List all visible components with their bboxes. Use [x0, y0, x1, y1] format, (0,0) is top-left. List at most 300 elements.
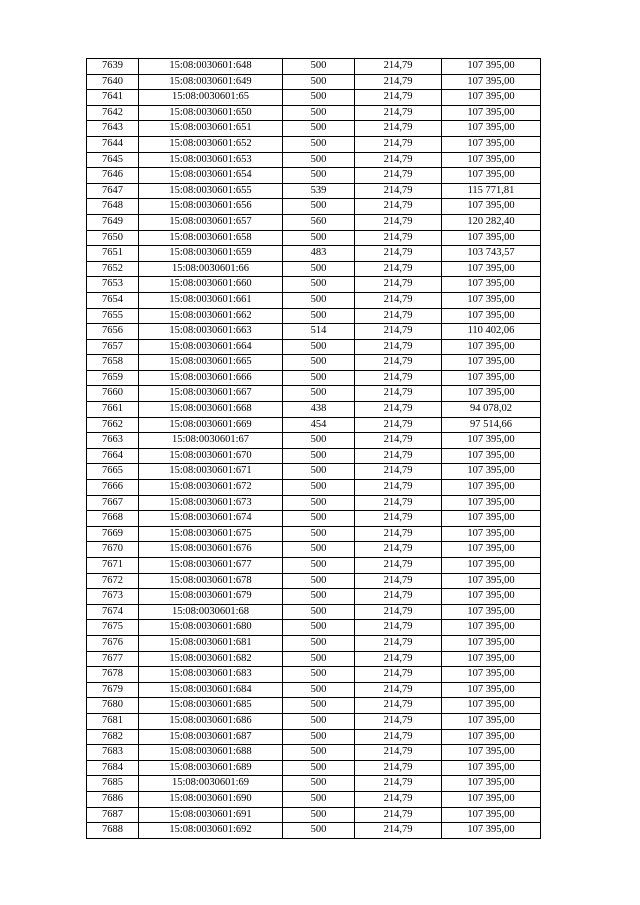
rate-cell: 214,79: [355, 667, 442, 683]
cadastral-number-cell: 15:08:0030601:671: [139, 464, 283, 480]
table-row: [87, 90, 541, 106]
table-row: [87, 480, 541, 496]
table-row: [87, 121, 541, 137]
row-number-cell: 7660: [87, 386, 139, 402]
rate-cell: 214,79: [355, 402, 442, 418]
area-cell: 500: [283, 823, 355, 839]
cadastral-number-cell: 15:08:0030601:688: [139, 745, 283, 761]
area-cell: 500: [283, 199, 355, 215]
row-number-cell: 7640: [87, 74, 139, 90]
rate-cell: 214,79: [355, 807, 442, 823]
area-cell: 500: [283, 230, 355, 246]
table-row: [87, 464, 541, 480]
table-row: [87, 277, 541, 293]
cadastral-number-cell: 15:08:0030601:669: [139, 417, 283, 433]
value-cell: 107 395,00: [442, 558, 541, 574]
rate-cell: 214,79: [355, 635, 442, 651]
area-cell: 500: [283, 589, 355, 605]
rate-cell: 214,79: [355, 558, 442, 574]
cadastral-number-cell: 15:08:0030601:674: [139, 511, 283, 527]
cadastral-number-cell: 15:08:0030601:680: [139, 620, 283, 636]
value-cell: 107 395,00: [442, 433, 541, 449]
value-cell: 107 395,00: [442, 292, 541, 308]
row-number-cell: 7679: [87, 682, 139, 698]
area-cell: 514: [283, 324, 355, 340]
row-number-cell: 7664: [87, 448, 139, 464]
cadastral-number-cell: 15:08:0030601:663: [139, 324, 283, 340]
table-row: [87, 823, 541, 839]
rate-cell: 214,79: [355, 776, 442, 792]
rate-cell: 214,79: [355, 246, 442, 262]
rate-cell: 214,79: [355, 355, 442, 371]
value-cell: 107 395,00: [442, 339, 541, 355]
row-number-cell: 7684: [87, 760, 139, 776]
rate-cell: 214,79: [355, 308, 442, 324]
rate-cell: 214,79: [355, 90, 442, 106]
value-cell: 107 395,00: [442, 651, 541, 667]
table-body: [87, 59, 541, 839]
rate-cell: 214,79: [355, 573, 442, 589]
rate-cell: 214,79: [355, 682, 442, 698]
value-cell: 107 395,00: [442, 448, 541, 464]
area-cell: 500: [283, 277, 355, 293]
value-cell: 107 395,00: [442, 823, 541, 839]
cadastral-number-cell: 15:08:0030601:65: [139, 90, 283, 106]
area-cell: 500: [283, 604, 355, 620]
area-cell: 500: [283, 713, 355, 729]
row-number-cell: 7653: [87, 277, 139, 293]
area-cell: 500: [283, 776, 355, 792]
rate-cell: 214,79: [355, 214, 442, 230]
table-row: [87, 324, 541, 340]
cadastral-number-cell: 15:08:0030601:68: [139, 604, 283, 620]
table-row: [87, 729, 541, 745]
rate-cell: 214,79: [355, 386, 442, 402]
rate-cell: 214,79: [355, 168, 442, 184]
area-cell: 500: [283, 261, 355, 277]
cadastral-number-cell: 15:08:0030601:678: [139, 573, 283, 589]
rate-cell: 214,79: [355, 791, 442, 807]
row-number-cell: 7675: [87, 620, 139, 636]
cadastral-number-cell: 15:08:0030601:682: [139, 651, 283, 667]
cadastral-number-cell: 15:08:0030601:657: [139, 214, 283, 230]
cadastral-number-cell: 15:08:0030601:648: [139, 59, 283, 75]
cadastral-number-cell: 15:08:0030601:67: [139, 433, 283, 449]
rate-cell: 214,79: [355, 59, 442, 75]
rate-cell: 214,79: [355, 480, 442, 496]
rate-cell: 214,79: [355, 74, 442, 90]
value-cell: 107 395,00: [442, 667, 541, 683]
area-cell: 454: [283, 417, 355, 433]
land-plot-table: [86, 58, 541, 839]
table-row: [87, 651, 541, 667]
row-number-cell: 7646: [87, 168, 139, 184]
row-number-cell: 7644: [87, 136, 139, 152]
table-row: [87, 745, 541, 761]
value-cell: 107 395,00: [442, 90, 541, 106]
value-cell: 107 395,00: [442, 370, 541, 386]
value-cell: 107 395,00: [442, 791, 541, 807]
table-row: [87, 417, 541, 433]
rate-cell: 214,79: [355, 324, 442, 340]
value-cell: 107 395,00: [442, 74, 541, 90]
cadastral-number-cell: 15:08:0030601:690: [139, 791, 283, 807]
value-cell: 107 395,00: [442, 682, 541, 698]
area-cell: 500: [283, 542, 355, 558]
row-number-cell: 7681: [87, 713, 139, 729]
row-number-cell: 7669: [87, 526, 139, 542]
area-cell: 483: [283, 246, 355, 262]
table-row: [87, 682, 541, 698]
cadastral-number-cell: 15:08:0030601:665: [139, 355, 283, 371]
area-cell: 438: [283, 402, 355, 418]
table-row: [87, 230, 541, 246]
table-row: [87, 604, 541, 620]
area-cell: 500: [283, 495, 355, 511]
cadastral-number-cell: 15:08:0030601:651: [139, 121, 283, 137]
rate-cell: 214,79: [355, 495, 442, 511]
value-cell: 107 395,00: [442, 495, 541, 511]
cadastral-number-cell: 15:08:0030601:656: [139, 199, 283, 215]
area-cell: 500: [283, 464, 355, 480]
value-cell: 107 395,00: [442, 105, 541, 121]
value-cell: 107 395,00: [442, 152, 541, 168]
value-cell: 107 395,00: [442, 745, 541, 761]
area-cell: 500: [283, 791, 355, 807]
row-number-cell: 7686: [87, 791, 139, 807]
value-cell: 107 395,00: [442, 511, 541, 527]
rate-cell: 214,79: [355, 760, 442, 776]
table-row: [87, 558, 541, 574]
table-row: [87, 339, 541, 355]
rate-cell: 214,79: [355, 542, 442, 558]
value-cell: 107 395,00: [442, 589, 541, 605]
value-cell: 107 395,00: [442, 261, 541, 277]
table-row: [87, 168, 541, 184]
cadastral-number-cell: 15:08:0030601:681: [139, 635, 283, 651]
rate-cell: 214,79: [355, 433, 442, 449]
row-number-cell: 7680: [87, 698, 139, 714]
cadastral-number-cell: 15:08:0030601:650: [139, 105, 283, 121]
table-row: [87, 573, 541, 589]
value-cell: 107 395,00: [442, 620, 541, 636]
row-number-cell: 7685: [87, 776, 139, 792]
cadastral-number-cell: 15:08:0030601:683: [139, 667, 283, 683]
rate-cell: 214,79: [355, 230, 442, 246]
cadastral-number-cell: 15:08:0030601:684: [139, 682, 283, 698]
table-row: [87, 59, 541, 75]
value-cell: 107 395,00: [442, 542, 541, 558]
rate-cell: 214,79: [355, 823, 442, 839]
table-row: [87, 713, 541, 729]
value-cell: 120 282,40: [442, 214, 541, 230]
row-number-cell: 7641: [87, 90, 139, 106]
area-cell: 500: [283, 745, 355, 761]
area-cell: 500: [283, 90, 355, 106]
table-row: [87, 105, 541, 121]
rate-cell: 214,79: [355, 713, 442, 729]
cadastral-number-cell: 15:08:0030601:652: [139, 136, 283, 152]
area-cell: 500: [283, 339, 355, 355]
cadastral-number-cell: 15:08:0030601:670: [139, 448, 283, 464]
row-number-cell: 7650: [87, 230, 139, 246]
value-cell: 107 395,00: [442, 807, 541, 823]
cadastral-number-cell: 15:08:0030601:675: [139, 526, 283, 542]
row-number-cell: 7643: [87, 121, 139, 137]
area-cell: 500: [283, 667, 355, 683]
area-cell: 500: [283, 308, 355, 324]
rate-cell: 214,79: [355, 152, 442, 168]
rate-cell: 214,79: [355, 620, 442, 636]
area-cell: 500: [283, 355, 355, 371]
rate-cell: 214,79: [355, 417, 442, 433]
row-number-cell: 7651: [87, 246, 139, 262]
row-number-cell: 7688: [87, 823, 139, 839]
row-number-cell: 7658: [87, 355, 139, 371]
row-number-cell: 7687: [87, 807, 139, 823]
cadastral-number-cell: 15:08:0030601:653: [139, 152, 283, 168]
value-cell: 107 395,00: [442, 760, 541, 776]
row-number-cell: 7642: [87, 105, 139, 121]
row-number-cell: 7668: [87, 511, 139, 527]
table-row: [87, 495, 541, 511]
area-cell: 500: [283, 480, 355, 496]
cadastral-number-cell: 15:08:0030601:662: [139, 308, 283, 324]
cadastral-number-cell: 15:08:0030601:69: [139, 776, 283, 792]
row-number-cell: 7661: [87, 402, 139, 418]
cadastral-number-cell: 15:08:0030601:66: [139, 261, 283, 277]
table-row: [87, 402, 541, 418]
area-cell: 560: [283, 214, 355, 230]
rate-cell: 214,79: [355, 277, 442, 293]
cadastral-number-cell: 15:08:0030601:664: [139, 339, 283, 355]
area-cell: 500: [283, 136, 355, 152]
cadastral-number-cell: 15:08:0030601:649: [139, 74, 283, 90]
row-number-cell: 7648: [87, 199, 139, 215]
area-cell: 500: [283, 448, 355, 464]
rate-cell: 214,79: [355, 745, 442, 761]
row-number-cell: 7670: [87, 542, 139, 558]
rate-cell: 214,79: [355, 370, 442, 386]
row-number-cell: 7672: [87, 573, 139, 589]
value-cell: 110 402,06: [442, 324, 541, 340]
cadastral-number-cell: 15:08:0030601:679: [139, 589, 283, 605]
cadastral-number-cell: 15:08:0030601:691: [139, 807, 283, 823]
area-cell: 500: [283, 152, 355, 168]
area-cell: 500: [283, 558, 355, 574]
table-row: [87, 183, 541, 199]
rate-cell: 214,79: [355, 589, 442, 605]
area-cell: 500: [283, 370, 355, 386]
row-number-cell: 7667: [87, 495, 139, 511]
row-number-cell: 7662: [87, 417, 139, 433]
value-cell: 107 395,00: [442, 573, 541, 589]
row-number-cell: 7639: [87, 59, 139, 75]
table-row: [87, 542, 541, 558]
row-number-cell: 7657: [87, 339, 139, 355]
row-number-cell: 7683: [87, 745, 139, 761]
value-cell: 107 395,00: [442, 729, 541, 745]
row-number-cell: 7666: [87, 480, 139, 496]
cadastral-number-cell: 15:08:0030601:686: [139, 713, 283, 729]
area-cell: 500: [283, 635, 355, 651]
value-cell: 107 395,00: [442, 136, 541, 152]
rate-cell: 214,79: [355, 183, 442, 199]
rate-cell: 214,79: [355, 511, 442, 527]
value-cell: 107 395,00: [442, 277, 541, 293]
row-number-cell: 7654: [87, 292, 139, 308]
rate-cell: 214,79: [355, 292, 442, 308]
area-cell: 500: [283, 74, 355, 90]
rate-cell: 214,79: [355, 698, 442, 714]
table-row: [87, 620, 541, 636]
rate-cell: 214,79: [355, 448, 442, 464]
cadastral-number-cell: 15:08:0030601:692: [139, 823, 283, 839]
area-cell: 500: [283, 729, 355, 745]
value-cell: 107 395,00: [442, 355, 541, 371]
rate-cell: 214,79: [355, 121, 442, 137]
value-cell: 107 395,00: [442, 776, 541, 792]
value-cell: 107 395,00: [442, 464, 541, 480]
area-cell: 500: [283, 807, 355, 823]
value-cell: 107 395,00: [442, 713, 541, 729]
value-cell: 103 743,57: [442, 246, 541, 262]
table-row: [87, 698, 541, 714]
area-cell: 500: [283, 105, 355, 121]
row-number-cell: 7663: [87, 433, 139, 449]
row-number-cell: 7665: [87, 464, 139, 480]
area-cell: 500: [283, 651, 355, 667]
cadastral-number-cell: 15:08:0030601:673: [139, 495, 283, 511]
table-row: [87, 776, 541, 792]
cadastral-number-cell: 15:08:0030601:687: [139, 729, 283, 745]
value-cell: 107 395,00: [442, 698, 541, 714]
row-number-cell: 7678: [87, 667, 139, 683]
area-cell: 500: [283, 698, 355, 714]
table-row: [87, 74, 541, 90]
table-row: [87, 136, 541, 152]
area-cell: 500: [283, 620, 355, 636]
area-cell: 500: [283, 386, 355, 402]
cadastral-number-cell: 15:08:0030601:667: [139, 386, 283, 402]
table-row: [87, 511, 541, 527]
row-number-cell: 7655: [87, 308, 139, 324]
cadastral-number-cell: 15:08:0030601:689: [139, 760, 283, 776]
table-row: [87, 791, 541, 807]
value-cell: 94 078,02: [442, 402, 541, 418]
rate-cell: 214,79: [355, 464, 442, 480]
row-number-cell: 7649: [87, 214, 139, 230]
area-cell: 500: [283, 526, 355, 542]
row-number-cell: 7673: [87, 589, 139, 605]
row-number-cell: 7659: [87, 370, 139, 386]
area-cell: 500: [283, 121, 355, 137]
cadastral-number-cell: 15:08:0030601:677: [139, 558, 283, 574]
table-row: [87, 152, 541, 168]
area-cell: 500: [283, 511, 355, 527]
row-number-cell: 7647: [87, 183, 139, 199]
value-cell: 107 395,00: [442, 635, 541, 651]
table-row: [87, 199, 541, 215]
rate-cell: 214,79: [355, 136, 442, 152]
rate-cell: 214,79: [355, 261, 442, 277]
value-cell: 107 395,00: [442, 59, 541, 75]
value-cell: 115 771,81: [442, 183, 541, 199]
rate-cell: 214,79: [355, 729, 442, 745]
area-cell: 500: [283, 433, 355, 449]
cadastral-number-cell: 15:08:0030601:660: [139, 277, 283, 293]
row-number-cell: 7645: [87, 152, 139, 168]
table-row: [87, 261, 541, 277]
table-row: [87, 667, 541, 683]
table-row: [87, 526, 541, 542]
cadastral-number-cell: 15:08:0030601:672: [139, 480, 283, 496]
table-row: [87, 386, 541, 402]
value-cell: 107 395,00: [442, 308, 541, 324]
cadastral-number-cell: 15:08:0030601:666: [139, 370, 283, 386]
value-cell: 107 395,00: [442, 604, 541, 620]
table-row: [87, 370, 541, 386]
table-row: [87, 760, 541, 776]
cadastral-number-cell: 15:08:0030601:655: [139, 183, 283, 199]
cadastral-number-cell: 15:08:0030601:659: [139, 246, 283, 262]
table-row: [87, 246, 541, 262]
row-number-cell: 7671: [87, 558, 139, 574]
area-cell: 500: [283, 573, 355, 589]
cadastral-number-cell: 15:08:0030601:668: [139, 402, 283, 418]
cadastral-number-cell: 15:08:0030601:685: [139, 698, 283, 714]
rate-cell: 214,79: [355, 105, 442, 121]
value-cell: 107 395,00: [442, 168, 541, 184]
table-row: [87, 635, 541, 651]
table-row: [87, 292, 541, 308]
row-number-cell: 7677: [87, 651, 139, 667]
row-number-cell: 7656: [87, 324, 139, 340]
rate-cell: 214,79: [355, 526, 442, 542]
value-cell: 107 395,00: [442, 199, 541, 215]
row-number-cell: 7652: [87, 261, 139, 277]
cadastral-number-cell: 15:08:0030601:658: [139, 230, 283, 246]
value-cell: 107 395,00: [442, 121, 541, 137]
area-cell: 539: [283, 183, 355, 199]
rate-cell: 214,79: [355, 651, 442, 667]
row-number-cell: 7674: [87, 604, 139, 620]
table-row: [87, 589, 541, 605]
area-cell: 500: [283, 760, 355, 776]
table-row: [87, 355, 541, 371]
cadastral-number-cell: 15:08:0030601:654: [139, 168, 283, 184]
area-cell: 500: [283, 59, 355, 75]
value-cell: 107 395,00: [442, 230, 541, 246]
value-cell: 97 514,66: [442, 417, 541, 433]
value-cell: 107 395,00: [442, 480, 541, 496]
rate-cell: 214,79: [355, 604, 442, 620]
table-row: [87, 433, 541, 449]
cadastral-number-cell: 15:08:0030601:661: [139, 292, 283, 308]
area-cell: 500: [283, 682, 355, 698]
rate-cell: 214,79: [355, 339, 442, 355]
value-cell: 107 395,00: [442, 526, 541, 542]
table-row: [87, 807, 541, 823]
table-row: [87, 308, 541, 324]
row-number-cell: 7682: [87, 729, 139, 745]
table-row: [87, 448, 541, 464]
rate-cell: 214,79: [355, 199, 442, 215]
area-cell: 500: [283, 292, 355, 308]
value-cell: 107 395,00: [442, 386, 541, 402]
table-row: [87, 214, 541, 230]
area-cell: 500: [283, 168, 355, 184]
